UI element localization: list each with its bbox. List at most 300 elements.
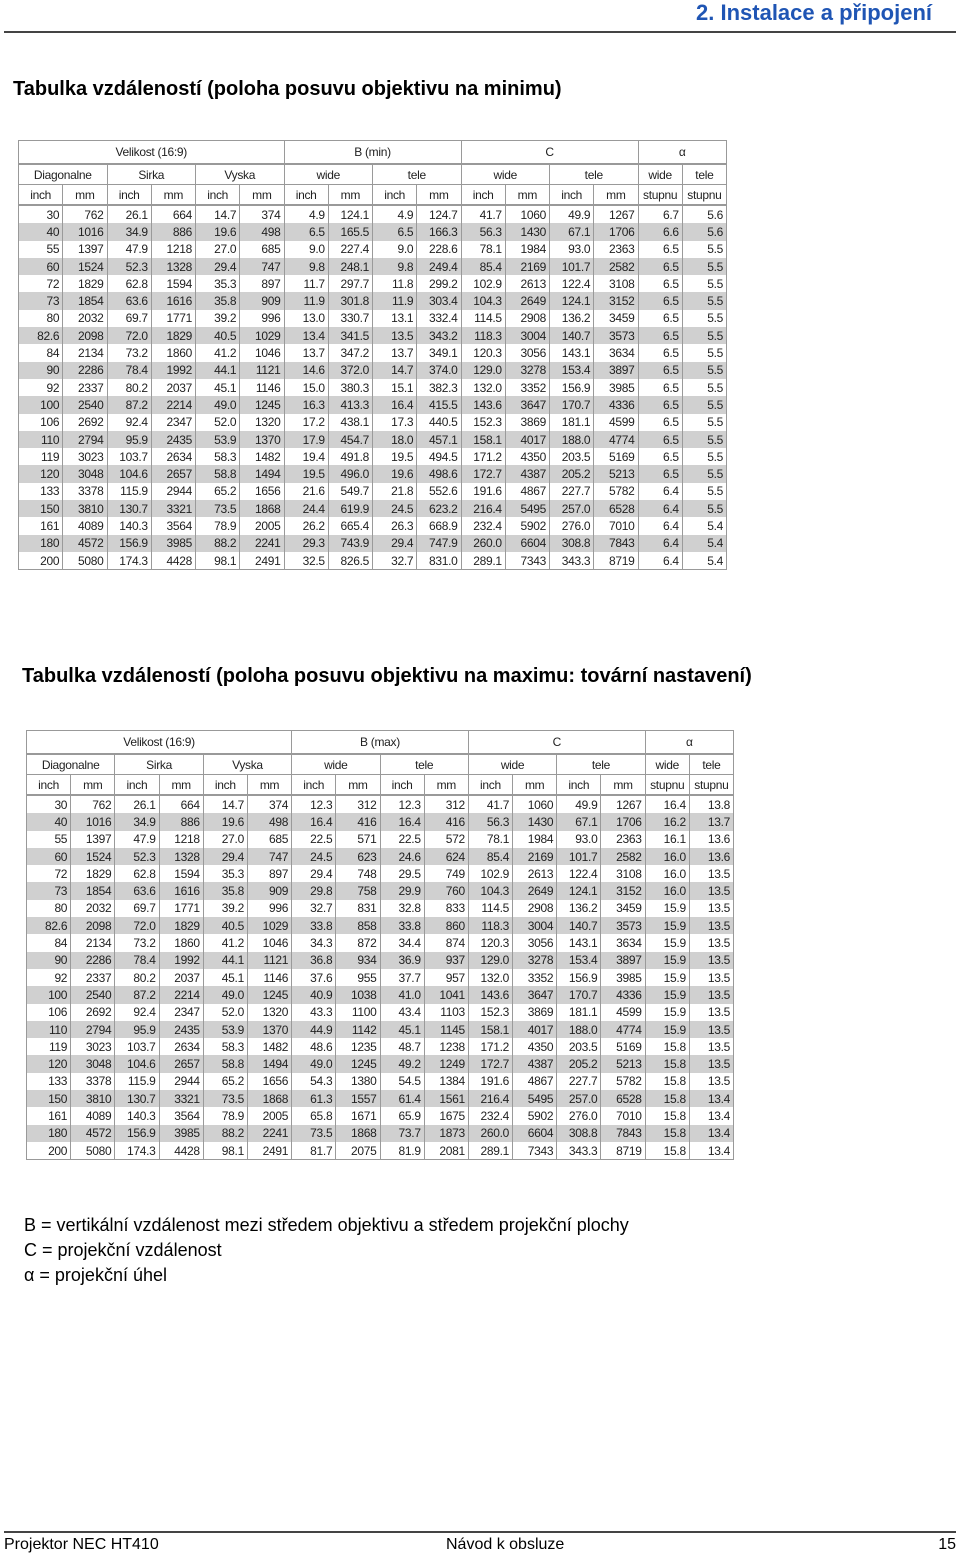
table-cell: 29.5: [380, 865, 424, 882]
table-cell: 101.7: [557, 848, 601, 865]
table-cell: 19.5: [373, 448, 417, 465]
table-cell: 6.4: [638, 517, 682, 534]
table-cell: 1029: [247, 917, 291, 934]
table-cell: 2540: [63, 396, 107, 413]
table-cell: 826.5: [328, 552, 372, 570]
table-cell: 6.5: [638, 258, 682, 275]
table-cell: 72: [27, 865, 71, 882]
table-cell: 227.4: [328, 241, 372, 258]
table-cell: 2347: [151, 414, 195, 431]
table-cell: 7843: [594, 535, 638, 552]
table-cell: 498: [240, 223, 284, 240]
table-cell: 2692: [63, 414, 107, 431]
table-cell: 41.0: [380, 986, 424, 1003]
table-cell: 63.6: [107, 292, 151, 309]
table-cell: 860: [424, 917, 468, 934]
table-cell: 909: [240, 292, 284, 309]
table-cell: 289.1: [468, 1142, 512, 1160]
table-cell: 1249: [424, 1055, 468, 1072]
table-cell: 1245: [336, 1055, 380, 1072]
table-cell: 133: [27, 1073, 71, 1090]
unit-header: inch: [196, 185, 240, 206]
table-cell: 1100: [336, 1004, 380, 1021]
table-cell: 1561: [424, 1090, 468, 1107]
table-cell: 5.5: [682, 344, 726, 361]
table-cell: 758: [336, 882, 380, 899]
table-row: [27, 1021, 734, 1038]
table-cell: 3897: [594, 362, 638, 379]
table-cell: 56.3: [468, 813, 512, 830]
table-cell: 158.1: [468, 1021, 512, 1038]
table-cell: 299.2: [417, 275, 461, 292]
table-cell: 2634: [151, 448, 195, 465]
table-cell: 14.7: [203, 795, 247, 813]
table-cell: 8719: [594, 552, 638, 570]
table-cell: 3152: [594, 292, 638, 309]
table-cell: 1868: [240, 500, 284, 517]
table-cell: 124.1: [328, 205, 372, 223]
table-cell: 3352: [513, 969, 557, 986]
table-cell: 3647: [505, 396, 549, 413]
table-cell: 549.7: [328, 483, 372, 500]
table-cell: 104.3: [461, 292, 505, 309]
unit-header-row: [27, 775, 734, 796]
table-cell: 1029: [240, 327, 284, 344]
table-cell: 44.1: [196, 362, 240, 379]
table-cell: 103.7: [115, 1038, 159, 1055]
footer-manual: Návod k obsluze: [446, 1536, 565, 1553]
table-row: [27, 969, 734, 986]
table-row: [19, 292, 727, 309]
unit-header: inch: [468, 775, 512, 796]
table-cell: 619.9: [328, 500, 372, 517]
group-header: Velikost (16:9): [19, 141, 285, 165]
table-cell: 4774: [601, 1021, 645, 1038]
table-cell: 454.7: [328, 431, 372, 448]
table-cell: 61.4: [380, 1090, 424, 1107]
table-cell: 5.6: [682, 223, 726, 240]
table-cell: 3459: [601, 900, 645, 917]
table-cell: 49.0: [292, 1055, 336, 1072]
table-cell: 58.3: [196, 448, 240, 465]
table-row: [27, 917, 734, 934]
table-cell: 1984: [505, 241, 549, 258]
table-cell: 955: [336, 969, 380, 986]
table-cell: 40.5: [196, 327, 240, 344]
table-cell: 65.8: [292, 1107, 336, 1124]
table-cell: 1397: [63, 241, 107, 258]
table-cell: 372.0: [328, 362, 372, 379]
table-cell: 16.4: [292, 813, 336, 830]
table-cell: 623: [336, 848, 380, 865]
table-cell: 2794: [63, 431, 107, 448]
table-cell: 35.3: [203, 865, 247, 882]
table-cell: 205.2: [557, 1055, 601, 1072]
table-cell: 3278: [513, 952, 557, 969]
table-cell: 14.7: [373, 362, 417, 379]
table-cell: 312: [336, 795, 380, 813]
table-cell: 87.2: [115, 986, 159, 1003]
table-cell: 78.1: [461, 241, 505, 258]
table-cell: 24.5: [373, 500, 417, 517]
table-cell: 4350: [505, 448, 549, 465]
table-cell: 124.1: [557, 882, 601, 899]
unit-header: mm: [240, 185, 284, 206]
group-header: C: [461, 141, 638, 165]
table-cell: 572: [424, 831, 468, 848]
table-cell: 3048: [71, 1055, 115, 1072]
table-cell: 3023: [63, 448, 107, 465]
table-cell: 2908: [505, 310, 549, 327]
table-cell: 228.6: [417, 241, 461, 258]
table-cell: 132.0: [468, 969, 512, 986]
table-cell: 58.3: [203, 1038, 247, 1055]
table-cell: 19.5: [284, 465, 328, 482]
table-cell: 114.5: [468, 900, 512, 917]
table-row: [27, 986, 734, 1003]
table-cell: 102.9: [461, 275, 505, 292]
table-cell: 14.7: [196, 205, 240, 223]
table-cell: 2435: [151, 431, 195, 448]
table-cell: 3985: [594, 379, 638, 396]
legend-c: C = projekční vzdálenost: [24, 1240, 222, 1260]
table-cell: 80: [19, 310, 63, 327]
table-row: [19, 362, 727, 379]
table-cell: 12.3: [380, 795, 424, 813]
table-cell: 3564: [151, 517, 195, 534]
table-cell: 54.5: [380, 1073, 424, 1090]
unit-header: inch: [27, 775, 71, 796]
table-cell: 6.5: [638, 379, 682, 396]
table-cell: 1245: [247, 986, 291, 1003]
table-cell: 140.3: [107, 517, 151, 534]
table-cell: 382.3: [417, 379, 461, 396]
table-cell: 3985: [151, 535, 195, 552]
table-cell: 330.7: [328, 310, 372, 327]
table-cell: 15.9: [645, 986, 689, 1003]
table-cell: 3056: [513, 934, 557, 951]
table-cell: 7843: [601, 1125, 645, 1142]
table-cell: 2169: [513, 848, 557, 865]
table-cell: 3647: [513, 986, 557, 1003]
table-cell: 216.4: [461, 500, 505, 517]
table-cell: 120: [19, 465, 63, 482]
table-cell: 374.0: [417, 362, 461, 379]
table-cell: 4336: [594, 396, 638, 413]
subgroup-header: wide: [468, 754, 556, 775]
table-cell: 29.4: [196, 258, 240, 275]
table-cell: 5.5: [682, 483, 726, 500]
table-cell: 1238: [424, 1038, 468, 1055]
table-cell: 2169: [505, 258, 549, 275]
table-cell: 62.8: [115, 865, 159, 882]
table-cell: 48.6: [292, 1038, 336, 1055]
table-cell: 49.0: [196, 396, 240, 413]
table-cell: 13.5: [689, 934, 733, 951]
table-cell: 24.5: [292, 848, 336, 865]
distance-table-min: [18, 140, 727, 570]
table-cell: 3810: [63, 500, 107, 517]
table-cell: 2214: [159, 986, 203, 1003]
table-cell: 171.2: [468, 1038, 512, 1055]
table-cell: 170.7: [550, 396, 594, 413]
table-cell: 13.4: [689, 1125, 733, 1142]
table-cell: 29.4: [373, 535, 417, 552]
table-cell: 104.6: [107, 465, 151, 482]
table-cell: 156.9: [107, 535, 151, 552]
table-cell: 3564: [159, 1107, 203, 1124]
table-cell: 40: [19, 223, 63, 240]
table-cell: 4.9: [373, 205, 417, 223]
table-cell: 73.2: [107, 344, 151, 361]
table-cell: 153.4: [550, 362, 594, 379]
table-row: [19, 483, 727, 500]
table-cell: 1038: [336, 986, 380, 1003]
table-cell: 52.0: [203, 1004, 247, 1021]
table-cell: 7010: [601, 1107, 645, 1124]
table-row: [27, 900, 734, 917]
table-cell: 1771: [151, 310, 195, 327]
table-cell: 438.1: [328, 414, 372, 431]
table-cell: 106: [27, 1004, 71, 1021]
table-cell: 3378: [71, 1073, 115, 1090]
unit-header: mm: [513, 775, 557, 796]
table-cell: 65.2: [196, 483, 240, 500]
table-cell: 996: [247, 900, 291, 917]
table-cell: 13.5: [689, 865, 733, 882]
table-cell: 2337: [63, 379, 107, 396]
table-cell: 33.8: [292, 917, 336, 934]
table-cell: 104.6: [115, 1055, 159, 1072]
table-cell: 140.3: [115, 1107, 159, 1124]
table-cell: 7343: [513, 1142, 557, 1160]
unit-header: inch: [373, 185, 417, 206]
table-cell: 73.5: [203, 1090, 247, 1107]
table-cell: 4599: [594, 414, 638, 431]
table-cell: 153.4: [557, 952, 601, 969]
table-cell: 1854: [71, 882, 115, 899]
unit-header: mm: [247, 775, 291, 796]
table-cell: 1328: [159, 848, 203, 865]
table-cell: 13.5: [689, 1021, 733, 1038]
table-cell: 34.3: [292, 934, 336, 951]
table-cell: 143.1: [557, 934, 601, 951]
table-cell: 496.0: [328, 465, 372, 482]
table-cell: 1706: [601, 813, 645, 830]
table-cell: 98.1: [203, 1142, 247, 1160]
table-cell: 1041: [424, 986, 468, 1003]
table-cell: 2634: [159, 1038, 203, 1055]
table-cell: 15.8: [645, 1073, 689, 1090]
table-cell: 15.8: [645, 1125, 689, 1142]
table-cell: 104.3: [468, 882, 512, 899]
table-cell: 17.9: [284, 431, 328, 448]
table-cell: 5.5: [682, 465, 726, 482]
table-cell: 1370: [240, 431, 284, 448]
table-cell: 80: [27, 900, 71, 917]
table-cell: 1829: [63, 275, 107, 292]
table-cell: 33.8: [380, 917, 424, 934]
table-cell: 5782: [594, 483, 638, 500]
table-cell: 4336: [601, 986, 645, 1003]
table-cell: 13.6: [689, 831, 733, 848]
table-cell: 22.5: [292, 831, 336, 848]
table-cell: 6604: [513, 1125, 557, 1142]
footer-product: Projektor NEC HT410: [4, 1536, 159, 1553]
table-cell: 181.1: [550, 414, 594, 431]
table-cell: 1142: [336, 1021, 380, 1038]
table-cell: 260.0: [461, 535, 505, 552]
group-header: α: [638, 141, 727, 165]
table-body: [27, 795, 734, 1160]
table-cell: 156.9: [115, 1125, 159, 1142]
table-cell: 1557: [336, 1090, 380, 1107]
subgroup-header: Sirka: [115, 754, 203, 775]
table-cell: 52.0: [196, 414, 240, 431]
table-cell: 73.2: [115, 934, 159, 951]
table-cell: 129.0: [468, 952, 512, 969]
table-cell: 49.9: [550, 205, 594, 223]
table-cell: 3869: [513, 1004, 557, 1021]
table-cell: 101.7: [550, 258, 594, 275]
table-cell: 58.8: [196, 465, 240, 482]
table-cell: 13.7: [284, 344, 328, 361]
table-row: [27, 1055, 734, 1072]
table-cell: 188.0: [557, 1021, 601, 1038]
subgroup-header: Diagonalne: [19, 164, 108, 185]
table-cell: 3108: [601, 865, 645, 882]
table-cell: 22.5: [380, 831, 424, 848]
table-cell: 1430: [513, 813, 557, 830]
table-row: [19, 431, 727, 448]
table-cell: 21.8: [373, 483, 417, 500]
table-cell: 72.0: [115, 917, 159, 934]
table-cell: 664: [151, 205, 195, 223]
legend-b: B = vertikální vzdálenost mezi středem objektivu a středem projekční plochy: [24, 1215, 629, 1235]
table-cell: 4387: [505, 465, 549, 482]
table-cell: 26.2: [284, 517, 328, 534]
table-cell: 43.4: [380, 1004, 424, 1021]
unit-header: stupnu: [689, 775, 733, 796]
table-cell: 81.9: [380, 1142, 424, 1160]
table-cell: 909: [247, 882, 291, 899]
table-cell: 494.5: [417, 448, 461, 465]
table-cell: 15.0: [284, 379, 328, 396]
chapter-title: 2. Instalace a připojení: [696, 0, 932, 25]
table-cell: 93.0: [550, 241, 594, 258]
table-cell: 2134: [63, 344, 107, 361]
table-cell: 174.3: [107, 552, 151, 570]
table-cell: 2657: [151, 465, 195, 482]
table-cell: 5.5: [682, 448, 726, 465]
table-cell: 152.3: [461, 414, 505, 431]
table-cell: 5.5: [682, 258, 726, 275]
table-cell: 6.5: [638, 275, 682, 292]
table-cell: 9.0: [373, 241, 417, 258]
table-cell: 5495: [513, 1090, 557, 1107]
table-cell: 4089: [71, 1107, 115, 1124]
table-cell: 15.8: [645, 1038, 689, 1055]
table-cell: 416: [336, 813, 380, 830]
table-cell: 6.5: [638, 344, 682, 361]
table-cell: 685: [247, 831, 291, 848]
table-row: [27, 1125, 734, 1142]
table-row: [27, 795, 734, 813]
table-row: [19, 223, 727, 240]
table-cell: 122.4: [550, 275, 594, 292]
table-cell: 92.4: [107, 414, 151, 431]
table-cell: 180: [19, 535, 63, 552]
table-cell: 227.7: [550, 483, 594, 500]
unit-header: inch: [107, 185, 151, 206]
table-cell: 1397: [71, 831, 115, 848]
table-cell: 15.1: [373, 379, 417, 396]
table-cell: 3810: [71, 1090, 115, 1107]
table-cell: 4599: [601, 1004, 645, 1021]
table-cell: 15.8: [645, 1055, 689, 1072]
table-cell: 5.5: [682, 431, 726, 448]
table-cell: 374: [247, 795, 291, 813]
table-cell: 6.5: [638, 241, 682, 258]
table-cell: 380.3: [328, 379, 372, 396]
table-cell: 833: [424, 900, 468, 917]
table-cell: 15.9: [645, 1021, 689, 1038]
table-cell: 2075: [336, 1142, 380, 1160]
table-cell: 498: [247, 813, 291, 830]
table-cell: 874: [424, 934, 468, 951]
table-cell: 1370: [247, 1021, 291, 1038]
unit-header: stupnu: [682, 185, 726, 206]
unit-header: mm: [505, 185, 549, 206]
subgroup-header: wide: [638, 164, 682, 185]
table-cell: 39.2: [203, 900, 247, 917]
table-cell: 1430: [505, 223, 549, 240]
table-cell: 17.3: [373, 414, 417, 431]
unit-header: inch: [115, 775, 159, 796]
table-cell: 2037: [151, 379, 195, 396]
table-cell: 4428: [159, 1142, 203, 1160]
table-cell: 98.1: [196, 552, 240, 570]
table-cell: 1494: [240, 465, 284, 482]
table1-title: Tabulka vzdáleností (poloha posuvu objektivu na minimu): [13, 78, 562, 100]
table-cell: 2347: [159, 1004, 203, 1021]
table-cell: 16.3: [284, 396, 328, 413]
subgroup-header: tele: [380, 754, 468, 775]
table-row: [27, 934, 734, 951]
unit-header: mm: [328, 185, 372, 206]
table-cell: 491.8: [328, 448, 372, 465]
table-cell: 191.6: [468, 1073, 512, 1090]
unit-header: mm: [594, 185, 638, 206]
table-cell: 5.5: [682, 327, 726, 344]
table-cell: 257.0: [557, 1090, 601, 1107]
table-cell: 15.9: [645, 969, 689, 986]
table-cell: 216.4: [468, 1090, 512, 1107]
table-cell: 29.3: [284, 535, 328, 552]
table-cell: 40: [27, 813, 71, 830]
table-row: [27, 952, 734, 969]
table-cell: 200: [27, 1142, 71, 1160]
unit-header: inch: [380, 775, 424, 796]
table-cell: 1121: [247, 952, 291, 969]
table-cell: 2794: [71, 1021, 115, 1038]
table-cell: 2098: [63, 327, 107, 344]
table-cell: 1235: [336, 1038, 380, 1055]
table-cell: 747: [247, 848, 291, 865]
table-cell: 248.1: [328, 258, 372, 275]
table-cell: 2037: [159, 969, 203, 986]
table-cell: 172.7: [468, 1055, 512, 1072]
